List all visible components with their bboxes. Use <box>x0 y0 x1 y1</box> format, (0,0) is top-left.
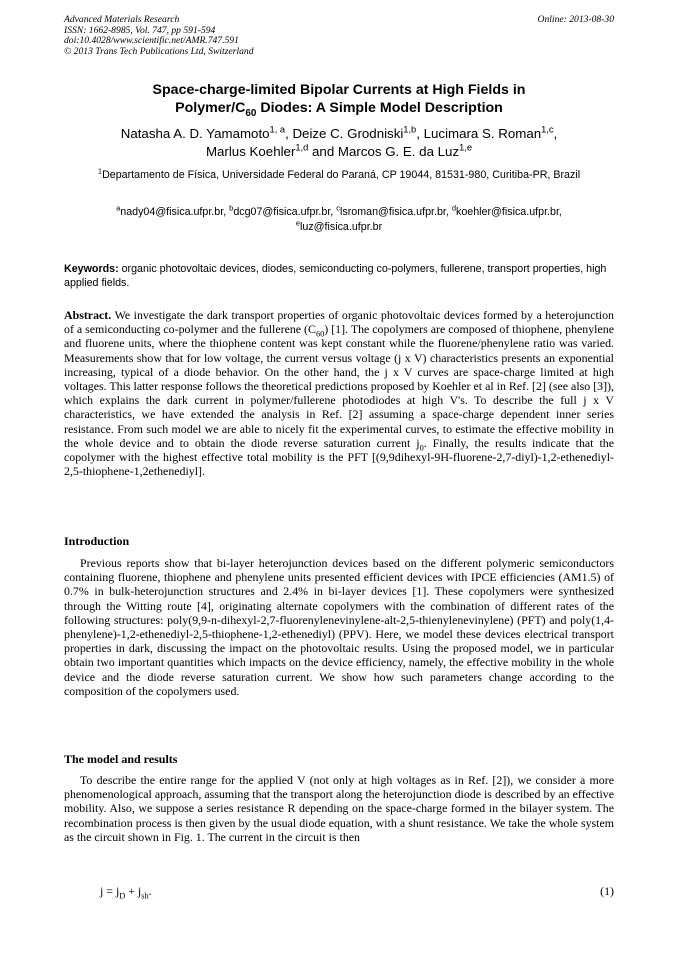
introduction-paragraph: Previous reports show that bi-layer heterojunction devices based on the different polymeric semiconductors containing fluorene, thiophene and phenylene units presented efficient devices with IPCE efficiencies (AM1.5) of 0.7% in bulk-heterojunction structures and 2.4% in bi-layer devices [1]. These copolymers were synthesized through the Witting route [4], originating alternate copolymers with the combination of different rates of the following structures: poly(9,9-n-dihexyl-2,7-fluorenylenevinylene-alt-2,5-thienylenevinylene) (PFT) and poly(1,4-phenylene)-1,2-ethenediyl-2,5-thiophene-1,2-ethenediyl) (PPV). Here, we model these devices electrical transport properties in dark, discussing the impact on the photovoltaic results. Using the proposed model, we in particular obtain two important quantities which impacts on the device efficiency, namely, the effective mobility in the whole device and the diode reverse saturation current. We show how such parameters change according to the composition of the copolymers used. <box>64 556 614 698</box>
equation-number: (1) <box>600 884 614 898</box>
keywords <box>64 262 614 290</box>
model-paragraph: To describe the entire range for the applied V (not only at high voltages as in Ref. [2]), we consider a more phenomenological approach, assuming that the transport along the heterojunction diode is described by an effective mobility. Also, we suppose a series resistance R depending on the space-charge formed in the bilayer system. The recombination process is then given by the usual diode equation, with a shunt resistance. We take the whole system as the circuit shown in Fig. 1. The current in the circuit is then <box>64 773 614 844</box>
abstract: Abstract. We investigate the dark transport properties of organic photovoltaic devices formed by a heterojunction of a semiconducting co-polymer and the fullerene $(C_{60})$ [1]. The copolymers are composed of thiophene, phenylene and fluorene units, where the thiophene content was kept constant while the fluorene/phenylene ratio was varied. Measurements show that for low voltage, the current versus voltage (j x V) characteristics presents an exponential increasing, typical of a diode behavior. On the other hand, the j x V curves are space-charge limited at high voltages. This latter response follows the theoretical predictions proposed by Koehler et al in Ref. [2] (see also [3]), which explains the dark current in polymer/fullerene photodiodes at high V's. To describe the full j x V characteristics, we have extended the analysis in Ref. [2] assuming a space-charge dependent inner series resistance. From such model we are able to nicely fit the experimental curves, to estimate the effective mobility in the whole device and to obtain the diode reverse saturation current $j_0$. Finally, the results indicate that the copolymer with the highest effective total mobility is the PFT [(9,9dihexyl-9H-fluorene-2,7-diyl)-1,2-ethenediyl-2,5-thiophene-1,2ethenediyl]. <box>64 308 614 479</box>
online-date: Online: 2013-08-30 <box>537 14 614 25</box>
keywords-text: organic photovoltaic devices, diodes, semiconducting co-polymers, fullerene, transport properties, high applied fields. <box>64 263 607 290</box>
author-name: Marlus Koehler <box>205 143 296 159</box>
issn-line: ISSN: 1662-8985, Vol. 747, pp 591-594 <box>64 24 216 36</box>
author-name: Natasha A. D. Yamamoto <box>120 126 270 141</box>
section-heading-model: The model and results <box>64 752 178 766</box>
journal-name: Advanced Materials Research <box>64 14 180 25</box>
author-emails: $^a$nady04@fisica.ufpr.br, $^b$dcg07@fisica.ufpr.br, $^c$lsroman@fisica.ufpr.br, $^d$koehler@fisica.ufpr.br, $^e$luz@fisica.ufpr.br <box>116 203 562 233</box>
copyright-line: © 2013 Trans Tech Publications Ltd, Switzerland <box>64 45 254 57</box>
author-name: Lucimara S. Roman <box>423 126 542 141</box>
author-name: Marcos G. E. da Luz <box>337 143 460 159</box>
author-name: Deize C. Grodniski <box>292 126 404 141</box>
paper-title <box>40 82 638 117</box>
affiliation: $^1$Departamento de Física, Universidade Federal do Paraná, CP 19044, 81531-980, Curitiba-PR, Brazil <box>97 166 581 181</box>
abstract-label: Abstract. <box>64 308 112 322</box>
doi-line: doi:10.4028/www.scientific.net/AMR.747.591 <box>64 35 239 47</box>
keywords-label: Keywords: <box>64 263 119 275</box>
author-list: Natasha A. D. Yamamoto$^{1, a}$, Deize C. Grodniski$^{1,b}$, Lucimara S. Roman$^{1,c}$, Marlus Koehler$^{1,d}$ and Marcos G. E. da Luz$^{1,e}$ <box>120 124 558 159</box>
title-line-1: Space-charge-limited Bipolar Currents at High Fields in <box>152 82 526 98</box>
section-heading-introduction: Introduction <box>64 534 130 548</box>
equation-1: $j = j_D + j_{sh}$. <box>100 884 152 901</box>
journal-header <box>64 15 254 57</box>
title-line-2: Polymer/$C_{60}$ Diodes: A Simple Model Description <box>175 99 503 119</box>
